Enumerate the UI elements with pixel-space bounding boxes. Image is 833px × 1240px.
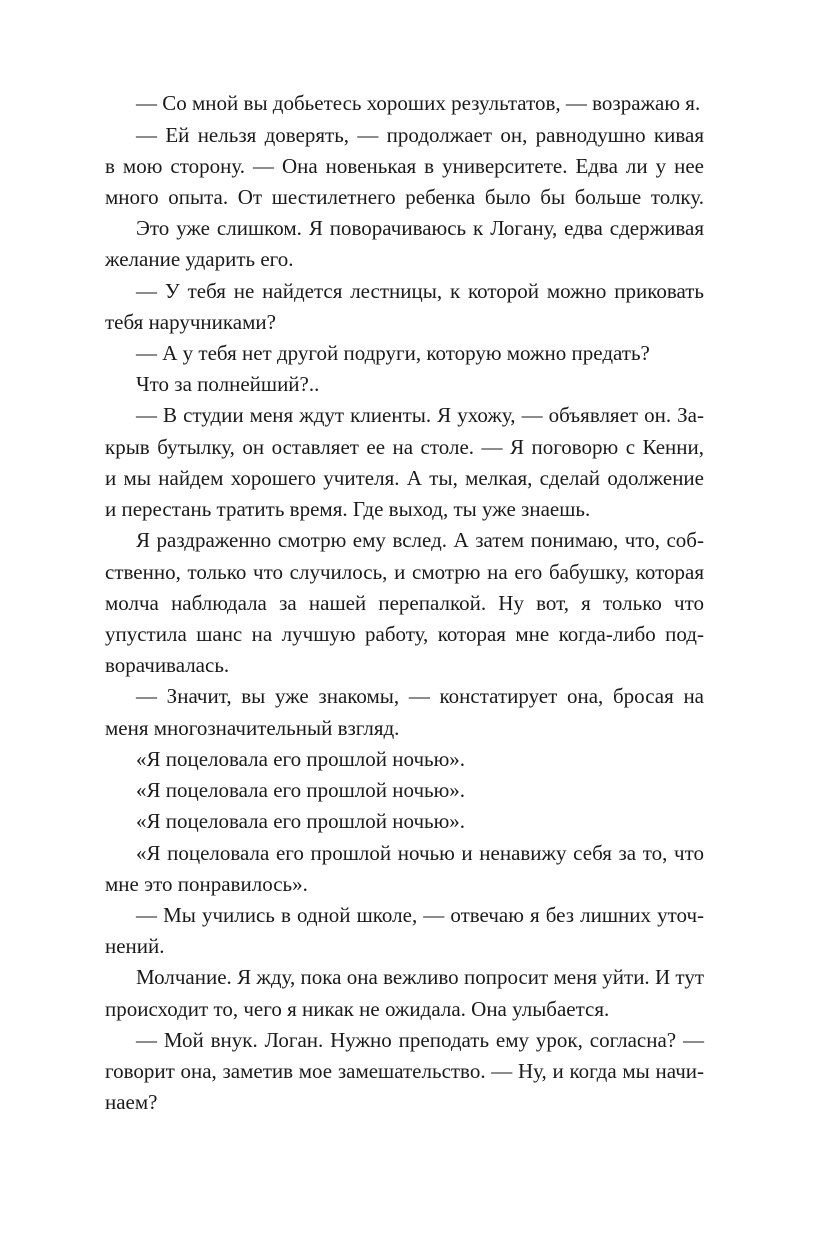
text-line: — Мой внук. Логан. Нужно преподать ему урок, согласна? — [136,1028,704,1052]
text-line: много опыта. От шестилетнего ребенка было бы больше толку. [105,185,704,209]
text-line: желание ударить его. [105,247,294,271]
text-line: упустила шанс на лучшую работу, которая мне когда-либо под- [105,622,704,646]
text-line: Что за полнейший?.. [136,372,320,396]
text-line: в мою сторону. — Она новенькая в университете. Едва ли у нее [105,154,704,178]
text-line: молча наблюдала за нашей перепалкой. Ну вот, я только что [105,591,704,615]
text-line: и мы найдем хорошего учителя. А ты, мелкая, сделай одолжение [105,466,704,490]
text-line: и перестань тратить время. Где выход, ты уже знаешь. [105,497,591,521]
text-line: тебя наручниками? [105,310,276,334]
text-line: ворачивалась. [105,653,230,677]
text-line: происходит то, чего я никак не ожидала. Она улыбается. [105,997,610,1021]
text-line: — А у тебя нет другой подруги, которую можно предать? [136,341,650,365]
text-line: — У тебя не найдется лестницы, к которой можно приковать [136,279,704,303]
text-line: «Я поцеловала его прошлой ночью». [136,778,466,802]
text-line: говорит она, заметив мое замешательство. — Ну, и когда мы начи- [105,1059,704,1083]
text-line: крыв бутылку, он оставляет ее на столе. — Я поговорю с Кенни, [105,435,704,459]
text-line: мне это понравилось». [105,872,308,896]
text-line: меня многозначительный взгляд. [105,716,400,740]
text-line: Я раздраженно смотрю ему вслед. А затем понимаю, что, соб- [136,528,704,552]
text-line: Молчание. Я жду, пока она вежливо попросит меня уйти. И тут [136,965,704,989]
text-line: — Мы учились в одной школе, — отвечаю я без лишних уточ- [136,903,704,927]
text-line: «Я поцеловала его прошлой ночью». [136,747,466,771]
text-line: — Со мной вы добьетесь хороших результатов, — возражаю я. [136,91,701,115]
text-line: — Значит, вы уже знакомы, — констатирует она, бросая на [136,684,704,708]
text-line: наем? [105,1090,158,1114]
text-line: — Ей нельзя доверять, — продолжает он, равнодушно кивая [136,123,704,147]
text-line: нений. [105,934,165,958]
text-line: «Я поцеловала его прошлой ночью». [136,809,466,833]
text-line: ственно, только что случилось, и смотрю на его бабушку, которая [105,560,704,584]
text-line: «Я поцеловала его прошлой ночью и ненавижу себя за то, что [136,841,704,865]
text-line: — В студии меня ждут клиенты. Я ухожу, — объявляет он. За- [136,403,704,427]
text-line: Это уже слишком. Я поворачиваюсь к Логану, едва сдерживая [136,216,704,240]
